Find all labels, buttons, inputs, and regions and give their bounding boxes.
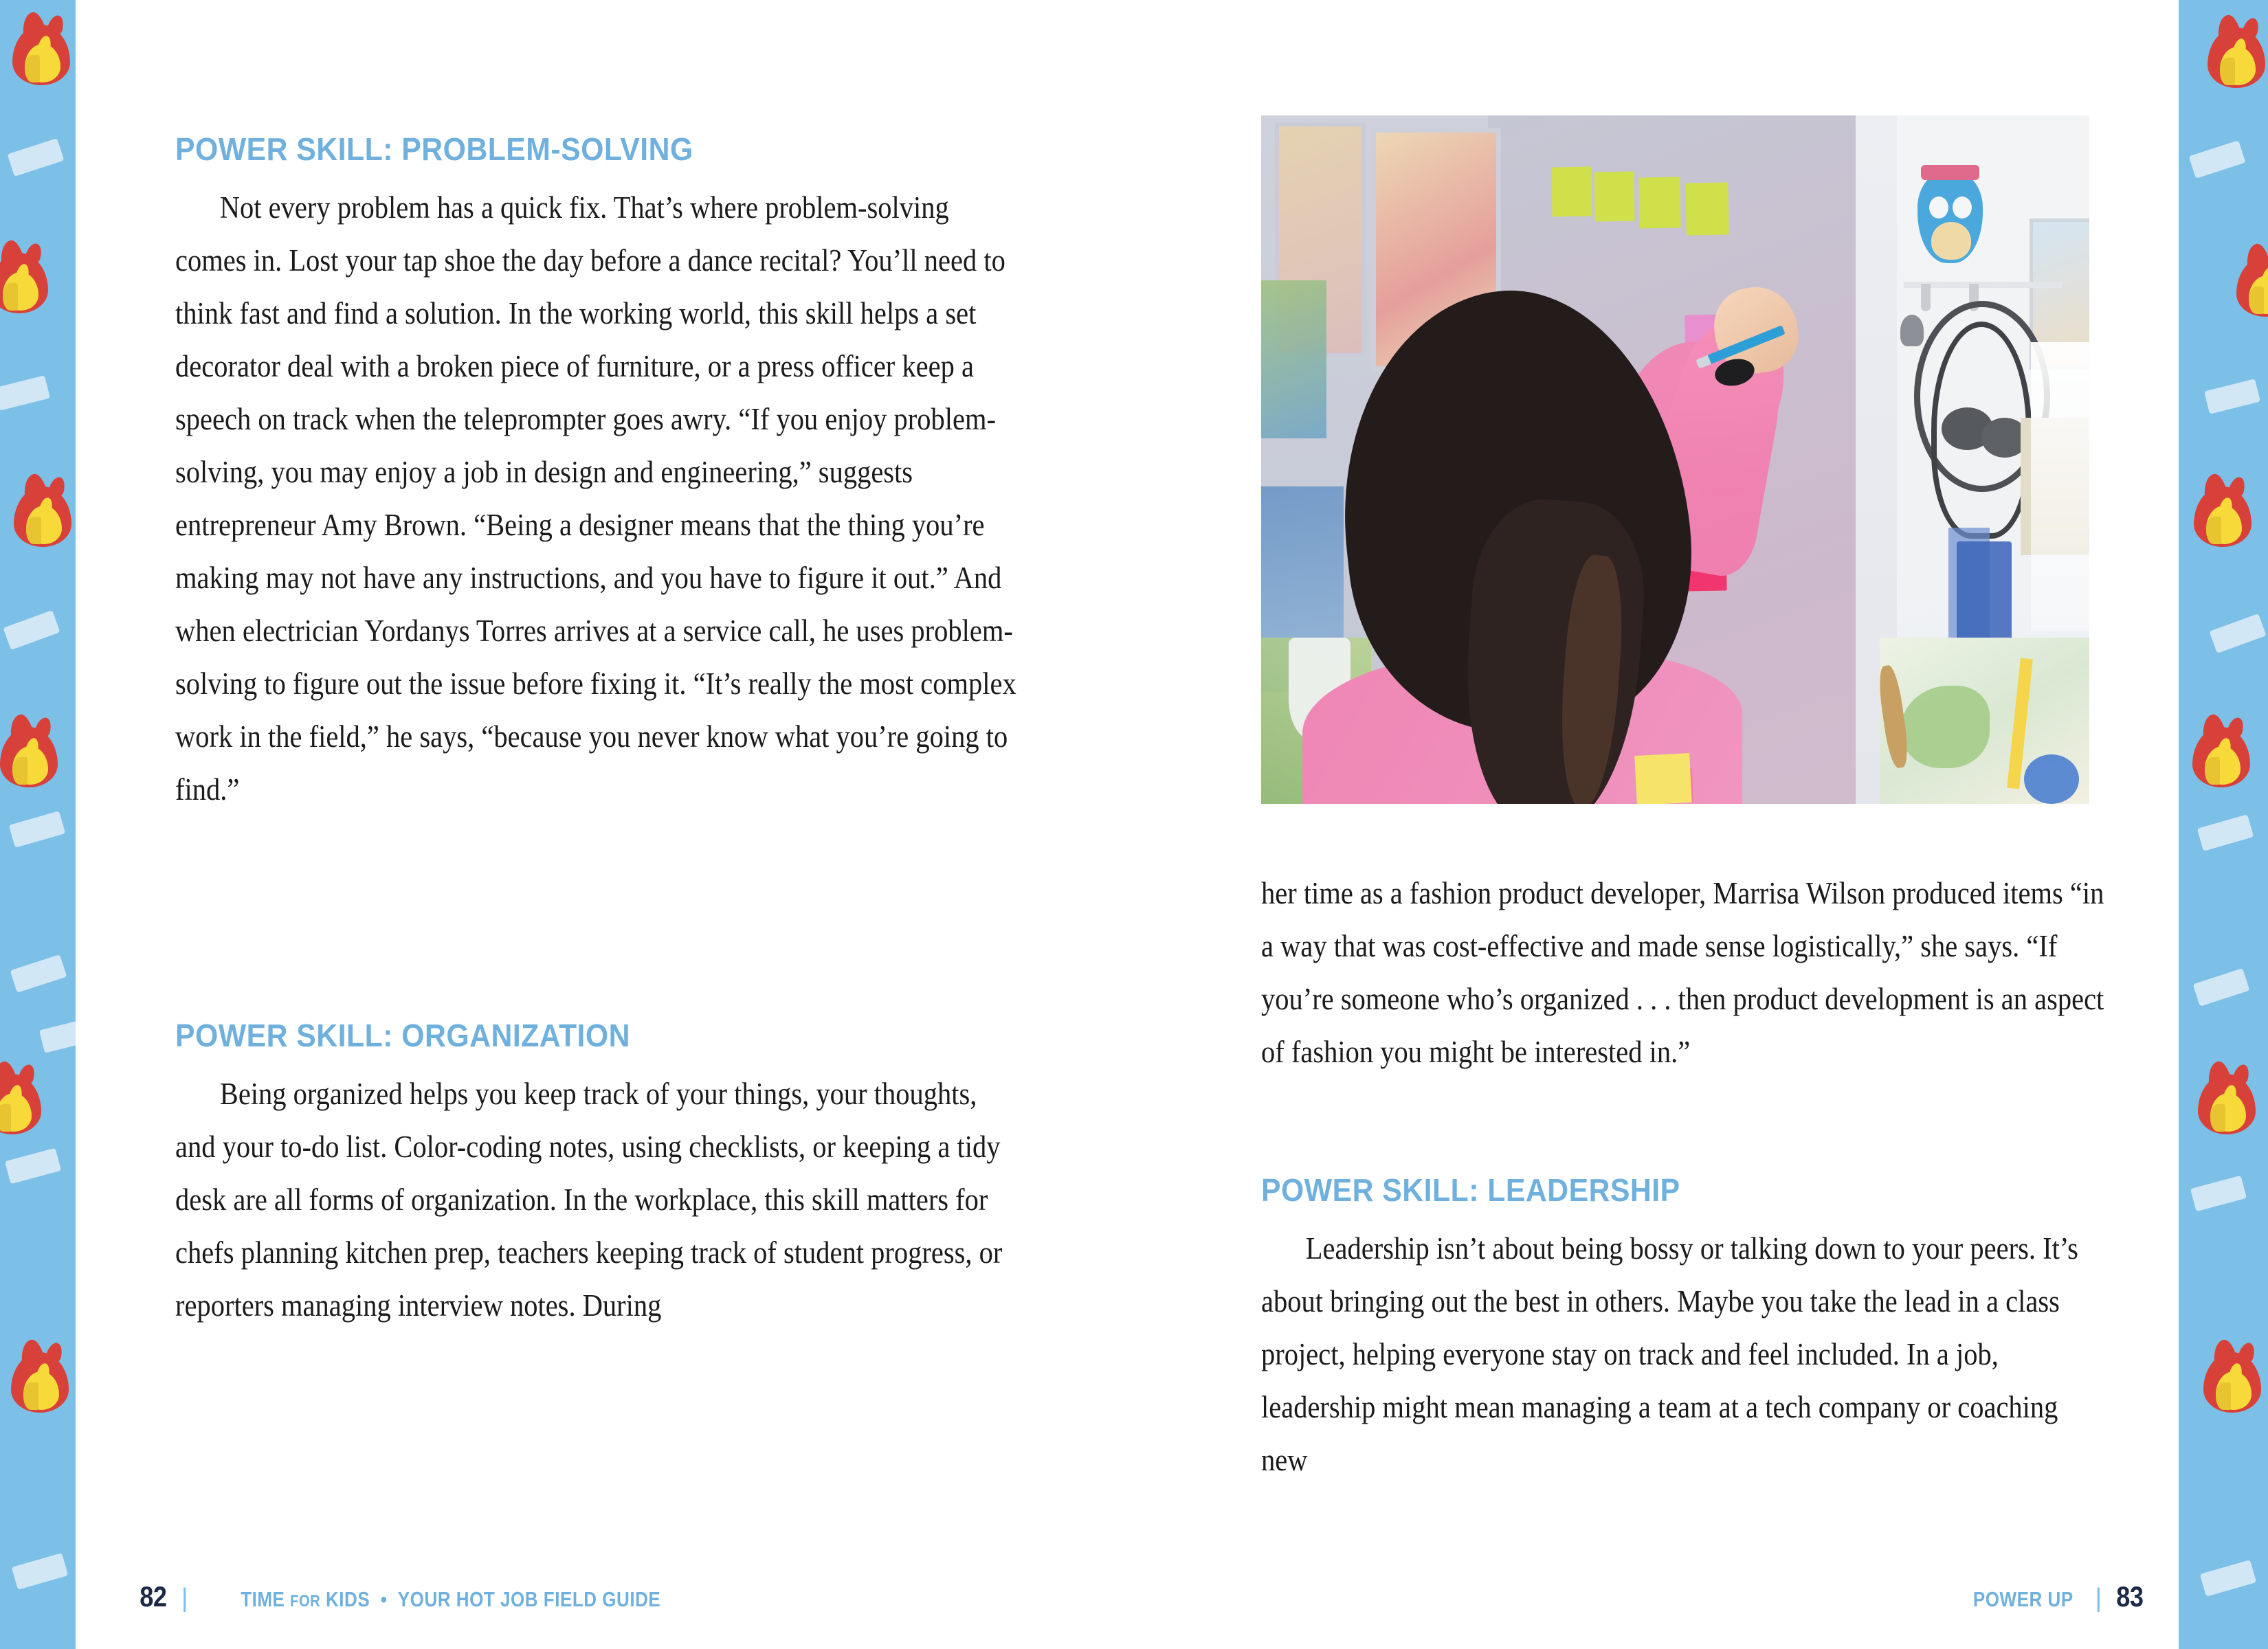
heading-organization: POWER SKILL: ORGANIZATION xyxy=(175,1018,631,1053)
owl-eye-left-icon xyxy=(1929,197,1948,218)
photo-hook-1 xyxy=(1921,284,1931,311)
spark-icon xyxy=(2190,1176,2247,1212)
left-text-column xyxy=(175,131,1021,816)
spark-icon xyxy=(0,375,50,410)
footer-left xyxy=(137,1580,700,1613)
sticky-note-green xyxy=(1594,171,1634,221)
photo-girl-with-sticky-notes xyxy=(1261,115,2089,804)
spark-icon xyxy=(9,811,65,848)
sticky-note-green xyxy=(1685,182,1728,235)
flame-icon xyxy=(2194,1062,2260,1137)
photo-artwork-3 xyxy=(1261,280,1326,438)
owl-belly-icon xyxy=(1931,222,1971,260)
spark-icon xyxy=(39,1018,76,1053)
footer-book-title xyxy=(241,1587,660,1612)
flame-icon xyxy=(2199,1340,2265,1415)
sticky-note-green xyxy=(1551,166,1592,216)
spark-icon xyxy=(5,1148,61,1185)
right-text-column xyxy=(1261,867,2106,1079)
spark-icon xyxy=(2189,140,2246,179)
footer-divider-left: | xyxy=(181,1584,188,1613)
page-number-right: 83 xyxy=(2116,1580,2144,1613)
right-decorative-border xyxy=(2179,0,2268,1649)
owl-top-icon xyxy=(1921,165,1979,180)
footer-brand-for: FOR xyxy=(289,1592,320,1611)
footer-right xyxy=(1964,1580,2146,1613)
flame-icon xyxy=(0,1062,45,1137)
paragraph-continued: her time as a fashion product developer, Marrisa Wilson produced items “in a way that was cost-effective and made sense logistically,” she says. “If you’re someone who’s organized . . . then product development is an aspect of fashion you might be interested in.” xyxy=(1261,876,2104,1069)
sticky-note-stack-yellow xyxy=(1634,753,1692,804)
owl-eye-right-icon xyxy=(1953,197,1972,218)
paragraph-leadership: Leadership isn’t about being bossy or talking down to your peers. It’s about bringing out the best in others. Maybe you take the lead in a class project, helping everyone stay on track and feel included. In a job, leadership might mean managing a team at a tech company or coaching new xyxy=(1261,1231,2078,1477)
footer-guide-title: YOUR HOT JOB FIELD GUIDE xyxy=(397,1587,660,1611)
flame-icon xyxy=(0,240,52,316)
photo-microphone xyxy=(1900,315,1924,346)
right-text-column-2 xyxy=(1261,1171,2106,1487)
paragraph-problem-solving: Not every problem has a quick fix. That’s where problem-solving comes in. Lost your tap shoe the day before a dance recital? You’ll need to think fast and find a solution. In the working world, this skill helps a set decorator deal with a broken piece of furniture, or a press officer keep a speech on track when the teleprompter goes awry. “If you enjoy problem-solving, you may enjoy a job in design and engineering,” suggests entrepreneur Amy Brown. “Being a designer means that the thing you’re making may not have any instructions, and you have to figure it out.” And when electrician Yordanys Torres arrives at a service call, he uses problem-solving to figure out the issue before fixing it. “It’s really the most complex work in the field,” he says, “because you never know what you’re going to find.” xyxy=(175,190,1016,807)
left-decorative-border xyxy=(0,0,76,1649)
flame-icon xyxy=(8,12,74,88)
page-number-left: 82 xyxy=(140,1580,167,1613)
flame-icon xyxy=(2203,15,2268,91)
flame-icon xyxy=(2232,244,2268,319)
sticky-note-green xyxy=(1638,177,1680,228)
paragraph-organization: Being organized helps you keep track of your things, your thoughts, and your to-do list. Color-coding notes, using checklists, or keeping a tidy desk are all forms of organization. In the workplace, this skill matters for chefs planning kitchen prep, teachers keeping track of student progress, or reporters managing interview notes. During xyxy=(175,1077,1003,1323)
flame-icon xyxy=(0,715,62,790)
spark-icon xyxy=(2200,1560,2256,1597)
flame-icon xyxy=(2190,474,2256,550)
footer-divider-right: | xyxy=(2095,1584,2102,1613)
spark-icon xyxy=(12,1553,68,1590)
footer-brand-kids: KIDS xyxy=(325,1587,370,1611)
spark-icon xyxy=(2209,614,2266,653)
left-text-column-2 xyxy=(175,1017,1021,1332)
heading-leadership: POWER SKILL: LEADERSHIP xyxy=(1261,1172,1680,1208)
spark-icon xyxy=(10,954,67,993)
footer-brand-time: TIME xyxy=(240,1587,285,1611)
footer-bullet-icon: • xyxy=(380,1587,387,1611)
spark-icon xyxy=(2193,968,2250,1007)
spark-icon xyxy=(3,610,60,650)
footer-chapter-title: POWER UP xyxy=(1972,1587,2074,1611)
heading-problem-solving: POWER SKILL: PROBLEM-SOLVING xyxy=(175,131,693,167)
flame-icon xyxy=(7,1340,73,1415)
photo-bottom-ball xyxy=(2024,754,2079,804)
flame-icon xyxy=(10,474,76,550)
spark-icon xyxy=(8,138,65,177)
photo-window-glare xyxy=(2031,342,2089,631)
flame-icon xyxy=(2188,715,2254,790)
spark-icon xyxy=(2204,379,2260,414)
spark-icon xyxy=(2197,814,2254,851)
